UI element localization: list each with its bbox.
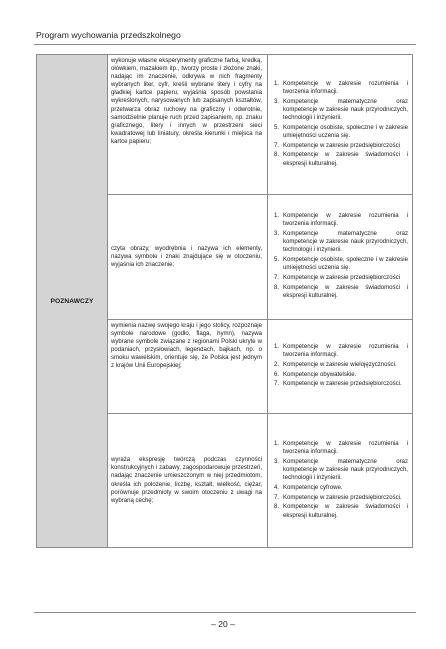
competence-text: Kompetencje obywatelskie. [283,371,357,378]
competence-text: Kompetencje matematyczne oraz kompetencje w zakresie nauk przyrodniczych, technologii i inżynierii. [283,98,408,121]
competence-item [274,80,408,96]
competence-item [274,503,408,519]
competence-item [274,124,408,140]
activity-description: wykonuje własne eksperymenty graficzne farbą, kredką, ołówkiem, mazakiem itp., tworzy proste i złożone znaki, nadając im znaczenie, odkrywa w nich fragmenty wybranych liter, cyfr, kreśli wybrane litery i cyfry na gładkiej kartce papieru, wyjaśnia sposób powstania wykreślonych, narysowanych lub zapisanych kształtów, przetwarza obraz ruchowy na graficzny i odwrotnie, samodzielnie planuje ruch przed zapisaniem, np. znaku graficznego, litery i innych w przestrzeni sieci kwadratowej lub liniatury, określa kierunki i miejsca na kartce papieru; [108,55,268,195]
competence-number: 7. [274,275,280,282]
competence-list [274,440,408,520]
competence-text: Kompetencje w zakresie rozumienia i tworzenia informacji. [283,440,408,455]
competence-text: Kompetencje w zakresie rozumienia i tworzenia informacji. [283,80,408,95]
competence-item [274,98,408,122]
competence-number: 1. [274,80,280,87]
competence-text: Kompetencje w zakresie wielojęzyczności. [283,361,397,368]
competence-text: Kompetencje osobiste, społeczne i w zakresie umiejętności uczenia się. [283,124,408,139]
competence-number: 5. [274,124,280,131]
footer-divider [34,612,416,613]
activity-description: wymienia nazwę swojego kraju i jego stolicy, rozpoznaje symbole narodowe (godło, flaga, hymn), nazywa wybrane symbole związane z regionami Polski ukryte w podaniach, przysłowiach, legendach, bajkach, np. o smoku wawelskim, orientuje się, że Polska jest jednym z krajów Unii Europejskiej; [108,320,268,414]
competence-item [274,484,408,492]
competence-item [274,458,408,482]
competence-list [274,212,408,300]
competence-list [274,343,408,389]
competence-text: Kompetencje w zakresie rozumienia i tworzenia informacji. [283,343,408,358]
competence-item [274,380,408,388]
competence-list [274,80,408,168]
activity-description: wyraża ekspresję twórczą podczas czynności konstrukcyjnych i zabawy, zagospodarowuje przestrzeń, nadając znaczenie umieszczonym w niej przedmiotom, określa ich położenie, liczbę, kształt, wielkość, ciężar, porównuje przedmioty w swoim otoczeniu z uwagi na wybraną cechę; [108,414,268,548]
competence-text: Kompetencje osobiste, społeczne i w zakresie umiejętności uczenia się. [283,257,408,272]
competence-cell [268,414,413,548]
competence-item [274,230,408,254]
competence-text: Kompetencje w zakresie przedsiębiorczości [283,142,400,149]
competence-number: 8. [274,504,280,511]
competence-number: 3. [274,98,280,105]
competence-item [274,142,408,150]
competence-text: Kompetencje w zakresie świadomości i ekspresji kulturalnej. [283,152,408,167]
competence-text: Kompetencje w zakresie rozumienia i tworzenia informacji. [283,213,408,228]
competence-number: 3. [274,458,280,465]
competence-number: 7. [274,381,280,388]
competence-number: 1. [274,213,280,220]
competence-text: Kompetencje matematyczne oraz kompetencje w zakresie nauk przyrodniczych, technologii i inżynierii. [283,458,408,481]
competence-item [274,212,408,228]
competence-item [274,343,408,359]
activity-description: czyta obrazy, wyodrębnia i nazywa ich elementy, nazywa symbole i znaki znajdujące się w otoczeniu, wyjaśnia ich znaczenie; [108,195,268,320]
header-divider [34,44,416,45]
competence-cell [268,55,413,195]
competence-number: 5. [274,257,280,264]
competence-number: 8. [274,284,280,291]
competence-item [274,151,408,167]
competence-number: 1. [274,343,280,350]
running-header: Program wychowania przedszkolnego [36,30,181,40]
page-number: – 20 – [211,619,235,629]
competence-cell [268,195,413,320]
competence-item [274,361,408,369]
competence-item [274,494,408,502]
competence-cell [268,320,413,414]
competence-item [274,371,408,379]
competence-item [274,274,408,282]
competence-number: 7. [274,142,280,149]
competence-text: Kompetencje w zakresie przedsiębiorczości. [283,494,402,501]
competence-number: 4. [274,484,280,491]
competence-table [36,54,413,548]
competence-text: Kompetencje matematyczne oraz kompetencje w zakresie nauk przyrodniczych, technologii i inżynierii. [283,231,408,254]
competence-number: 3. [274,231,280,238]
competence-number: 6. [274,371,280,378]
table-row [37,55,413,195]
competence-text: Kompetencje w zakresie przedsiębiorczości. [283,381,402,388]
competence-item [274,256,408,272]
competence-text: Kompetencje w zakresie przedsiębiorczości [283,275,400,282]
competence-number: 2. [274,361,280,368]
competence-text: Kompetencje w zakresie świadomości i ekspresji kulturalnej. [283,284,408,300]
competence-number: 8. [274,152,280,159]
competence-item [274,284,408,300]
competence-number: 7. [274,494,280,501]
competence-text: Kompetencje w zakresie świadomości i ekspresji kulturalnej. [283,504,408,519]
competence-item [274,440,408,456]
competence-number: 1. [274,440,280,447]
competence-text: Kompetencje cyfrowe. [283,484,343,491]
area-label: POZNAWCZY [37,55,108,548]
